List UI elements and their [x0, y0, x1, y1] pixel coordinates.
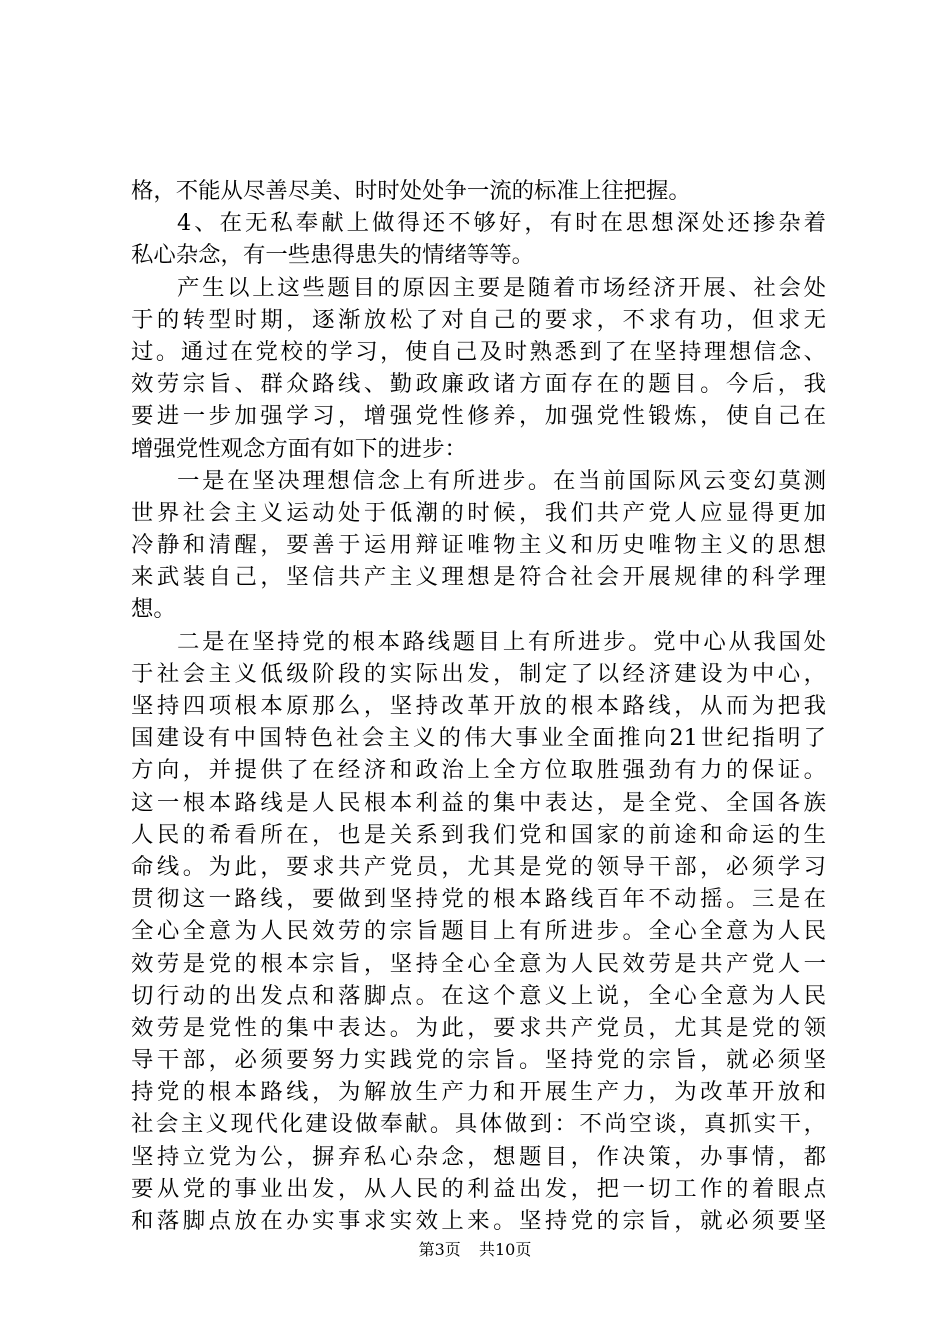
page-number: 第3页	[418, 1240, 461, 1259]
text-line: 切行动的出发点和落脚点。在这个意义上说，全心全意为人民	[131, 982, 826, 1009]
text-line: 过。通过在党校的学习，使自己及时熟悉到了在坚持理想信念、	[131, 338, 826, 365]
text-line: 方向，并提供了在经济和政治上全方位取胜强劲有力的保证。	[131, 757, 826, 784]
text-line: 国建设有中国特色社会主义的伟大事业全面推向21世纪指明了	[131, 725, 826, 752]
text-line: 坚持四项根本原那么，坚持改革开放的根本路线，从而为把我	[131, 693, 826, 719]
text-line: 二是在坚持党的根本路线题目上有所进步。党中心从我国处	[177, 628, 826, 655]
text-line: 效劳宗旨、群众路线、勤政廉政诸方面存在的题目。今后，我	[131, 371, 826, 398]
text-line: 贯彻这一路线，要做到坚持党的根本路线百年不动摇。三是在	[131, 886, 826, 913]
text-line: 4、在无私奉献上做得还不够好，有时在思想深处还掺杂着	[177, 210, 826, 237]
text-line: 私心杂念，有一些患得患失的情绪等等。	[131, 242, 535, 269]
text-line: 世界社会主义运动处于低潮的时候，我们共产党人应显得更加	[131, 499, 826, 526]
text-line: 命线。为此，要求共产党员，尤其是党的领导干部，必须学习	[131, 853, 826, 880]
text-line: 产生以上这些题目的原因主要是随着市场经济开展、社会处	[177, 274, 826, 301]
text-line: 效劳是党的根本宗旨，坚持全心全意为人民效劳是共产党人一	[131, 950, 826, 977]
text-line: 格，不能从尽善尽美、时时处处争一流的标准上往把握。	[131, 178, 691, 204]
text-line: 要从党的事业出发，从人民的利益出发，把一切工作的着眼点	[131, 1175, 826, 1202]
text-line: 一是在坚决理想信念上有所进步。在当前国际风云变幻莫测	[177, 467, 826, 494]
text-line: 要进一步加强学习，增强党性修养，加强党性锻炼，使自己在	[131, 403, 826, 430]
text-line: 冷静和清醒，要善于运用辩证唯物主义和历史唯物主义的思想	[131, 532, 826, 559]
page-footer	[0, 1240, 950, 1260]
text-line: 效劳是党性的集中表达。为此，要求共产党员，尤其是党的领	[131, 1014, 826, 1041]
text-line: 于的转型时期，逐渐放松了对自己的要求，不求有功，但求无	[131, 306, 826, 333]
text-line: 人民的希看所在，也是关系到我们党和国家的前途和命运的生	[131, 821, 826, 848]
document-body	[131, 175, 826, 1237]
text-line: 全心全意为人民效劳的宗旨题目上有所进步。全心全意为人民	[131, 918, 826, 945]
text-line: 想。	[131, 596, 176, 623]
text-line: 导干部，必须要努力实践党的宗旨。坚持党的宗旨，就必须坚	[131, 1047, 826, 1074]
text-line: 来武装自己，坚信共产主义理想是符合社会开展规律的科学理	[131, 564, 826, 591]
text-line: 坚持立党为公，摒弃私心杂念，想题目，作决策，办事情，都	[131, 1143, 826, 1170]
text-line: 于社会主义低级阶段的实际出发，制定了以经济建设为中心，	[131, 660, 826, 687]
text-line: 持党的根本路线，为解放生产力和开展生产力，为改革开放和	[131, 1079, 826, 1106]
text-line: 增强党性观念方面有如下的进步：	[131, 435, 467, 462]
text-line: 这一根本路线是人民根本利益的集中表达，是全党、全国各族	[131, 789, 826, 816]
text-line: 社会主义现代化建设做奉献。具体做到：不尚空谈，真抓实干，	[131, 1111, 826, 1138]
text-line: 和落脚点放在办实事求实效上来。坚持党的宗旨，就必须要坚	[131, 1208, 826, 1234]
page-total: 共10页	[479, 1240, 532, 1259]
